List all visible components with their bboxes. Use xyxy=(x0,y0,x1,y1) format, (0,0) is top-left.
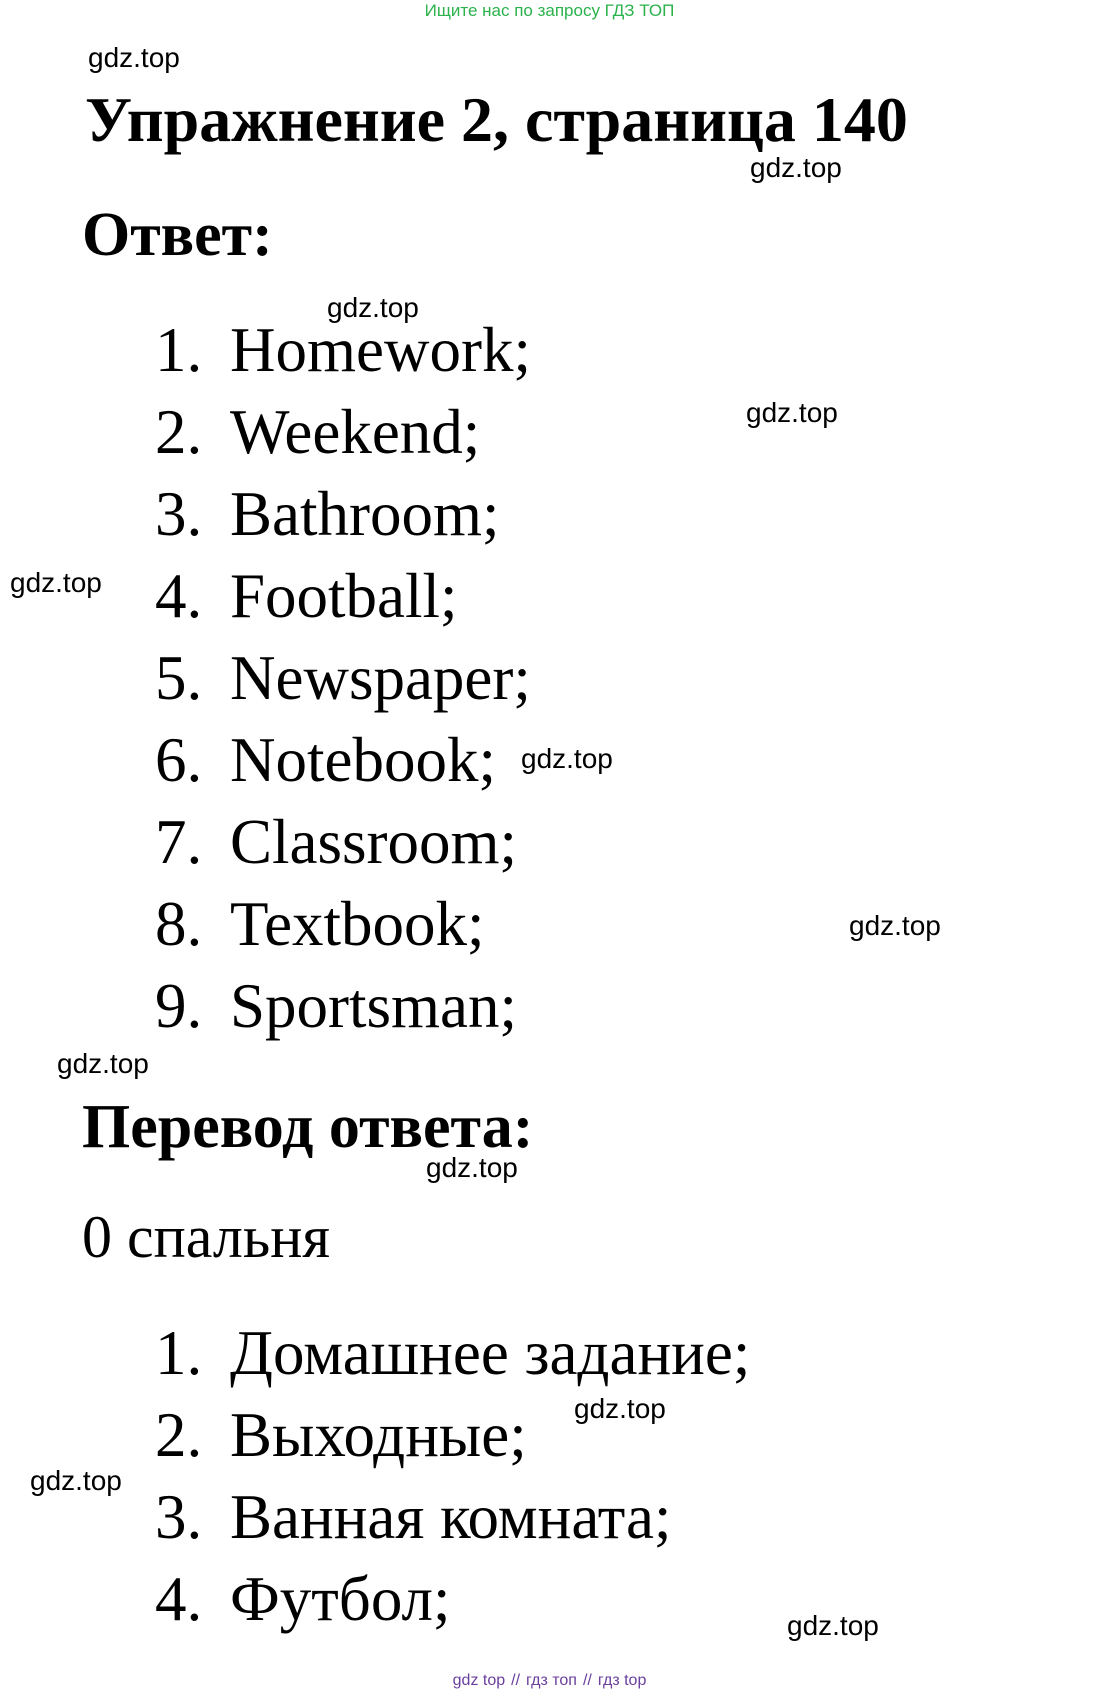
watermark: gdz.top xyxy=(10,567,102,598)
top-banner[interactable]: Ищите нас по запросу ГДЗ ТОП xyxy=(424,1,675,20)
list-item xyxy=(155,637,531,719)
item-number: 3. xyxy=(155,479,203,549)
item-number: 4. xyxy=(155,561,203,631)
bottom-link-1[interactable]: gdz top xyxy=(452,1672,506,1689)
list-item xyxy=(155,965,531,1047)
watermark: gdz.top xyxy=(787,1610,879,1641)
bottom-banner[interactable] xyxy=(0,1670,1099,1692)
item-text: Футбол; xyxy=(230,1564,451,1634)
item-text: Notebook; xyxy=(230,725,496,795)
item-number: 7. xyxy=(155,807,203,877)
item-number: 1. xyxy=(155,1318,203,1388)
watermark: gdz.top xyxy=(574,1393,666,1424)
bottom-link-2[interactable]: гдз топ xyxy=(526,1672,577,1689)
translation-heading: Перевод ответа: xyxy=(82,1093,534,1161)
list-item xyxy=(155,309,531,391)
item-number: 5. xyxy=(155,643,203,713)
item-text: Bathroom; xyxy=(230,479,500,549)
list-item xyxy=(155,1476,750,1558)
watermark: gdz.top xyxy=(849,910,941,941)
watermark: gdz.top xyxy=(746,397,838,428)
item-text: Выходные; xyxy=(230,1400,527,1470)
watermark: gdz.top xyxy=(30,1465,122,1496)
translation-intro: 0 спальня xyxy=(82,1204,330,1270)
list-item xyxy=(155,719,531,801)
item-number: 4. xyxy=(155,1564,203,1634)
watermark: gdz.top xyxy=(88,42,180,73)
separator: // xyxy=(582,1672,592,1689)
list-item xyxy=(155,883,531,965)
watermark: gdz.top xyxy=(327,292,419,323)
watermark: gdz.top xyxy=(750,152,842,183)
item-text: Textbook; xyxy=(230,889,485,959)
item-number: 8. xyxy=(155,889,203,959)
answer-list xyxy=(155,309,531,1047)
bottom-link-3[interactable]: гдз top xyxy=(597,1672,647,1689)
item-text: Homework; xyxy=(230,315,531,385)
item-text: Newspaper; xyxy=(230,643,531,713)
item-text: Football; xyxy=(230,561,458,631)
translation-list xyxy=(155,1312,750,1640)
item-number: 2. xyxy=(155,397,203,467)
watermark: gdz.top xyxy=(426,1152,518,1183)
item-number: 3. xyxy=(155,1482,203,1552)
list-item xyxy=(155,1312,750,1394)
page-title: Упражнение 2, страница 140 xyxy=(85,84,908,155)
item-number: 6. xyxy=(155,725,203,795)
watermark: gdz.top xyxy=(521,743,613,774)
list-item xyxy=(155,555,531,637)
separator: // xyxy=(511,1672,521,1689)
item-text: Sportsman; xyxy=(230,971,518,1041)
answer-heading: Ответ: xyxy=(82,201,273,269)
item-text: Ванная комната; xyxy=(230,1482,672,1552)
item-text: Classroom; xyxy=(230,807,518,877)
list-item xyxy=(155,1558,750,1640)
list-item xyxy=(155,391,531,473)
item-text: Weekend; xyxy=(230,397,481,467)
watermark: gdz.top xyxy=(57,1048,149,1079)
list-item xyxy=(155,473,531,555)
item-number: 1. xyxy=(155,315,203,385)
list-item xyxy=(155,801,531,883)
item-number: 9. xyxy=(155,971,203,1041)
item-number: 2. xyxy=(155,1400,203,1470)
item-text: Домашнее задание; xyxy=(230,1318,751,1388)
